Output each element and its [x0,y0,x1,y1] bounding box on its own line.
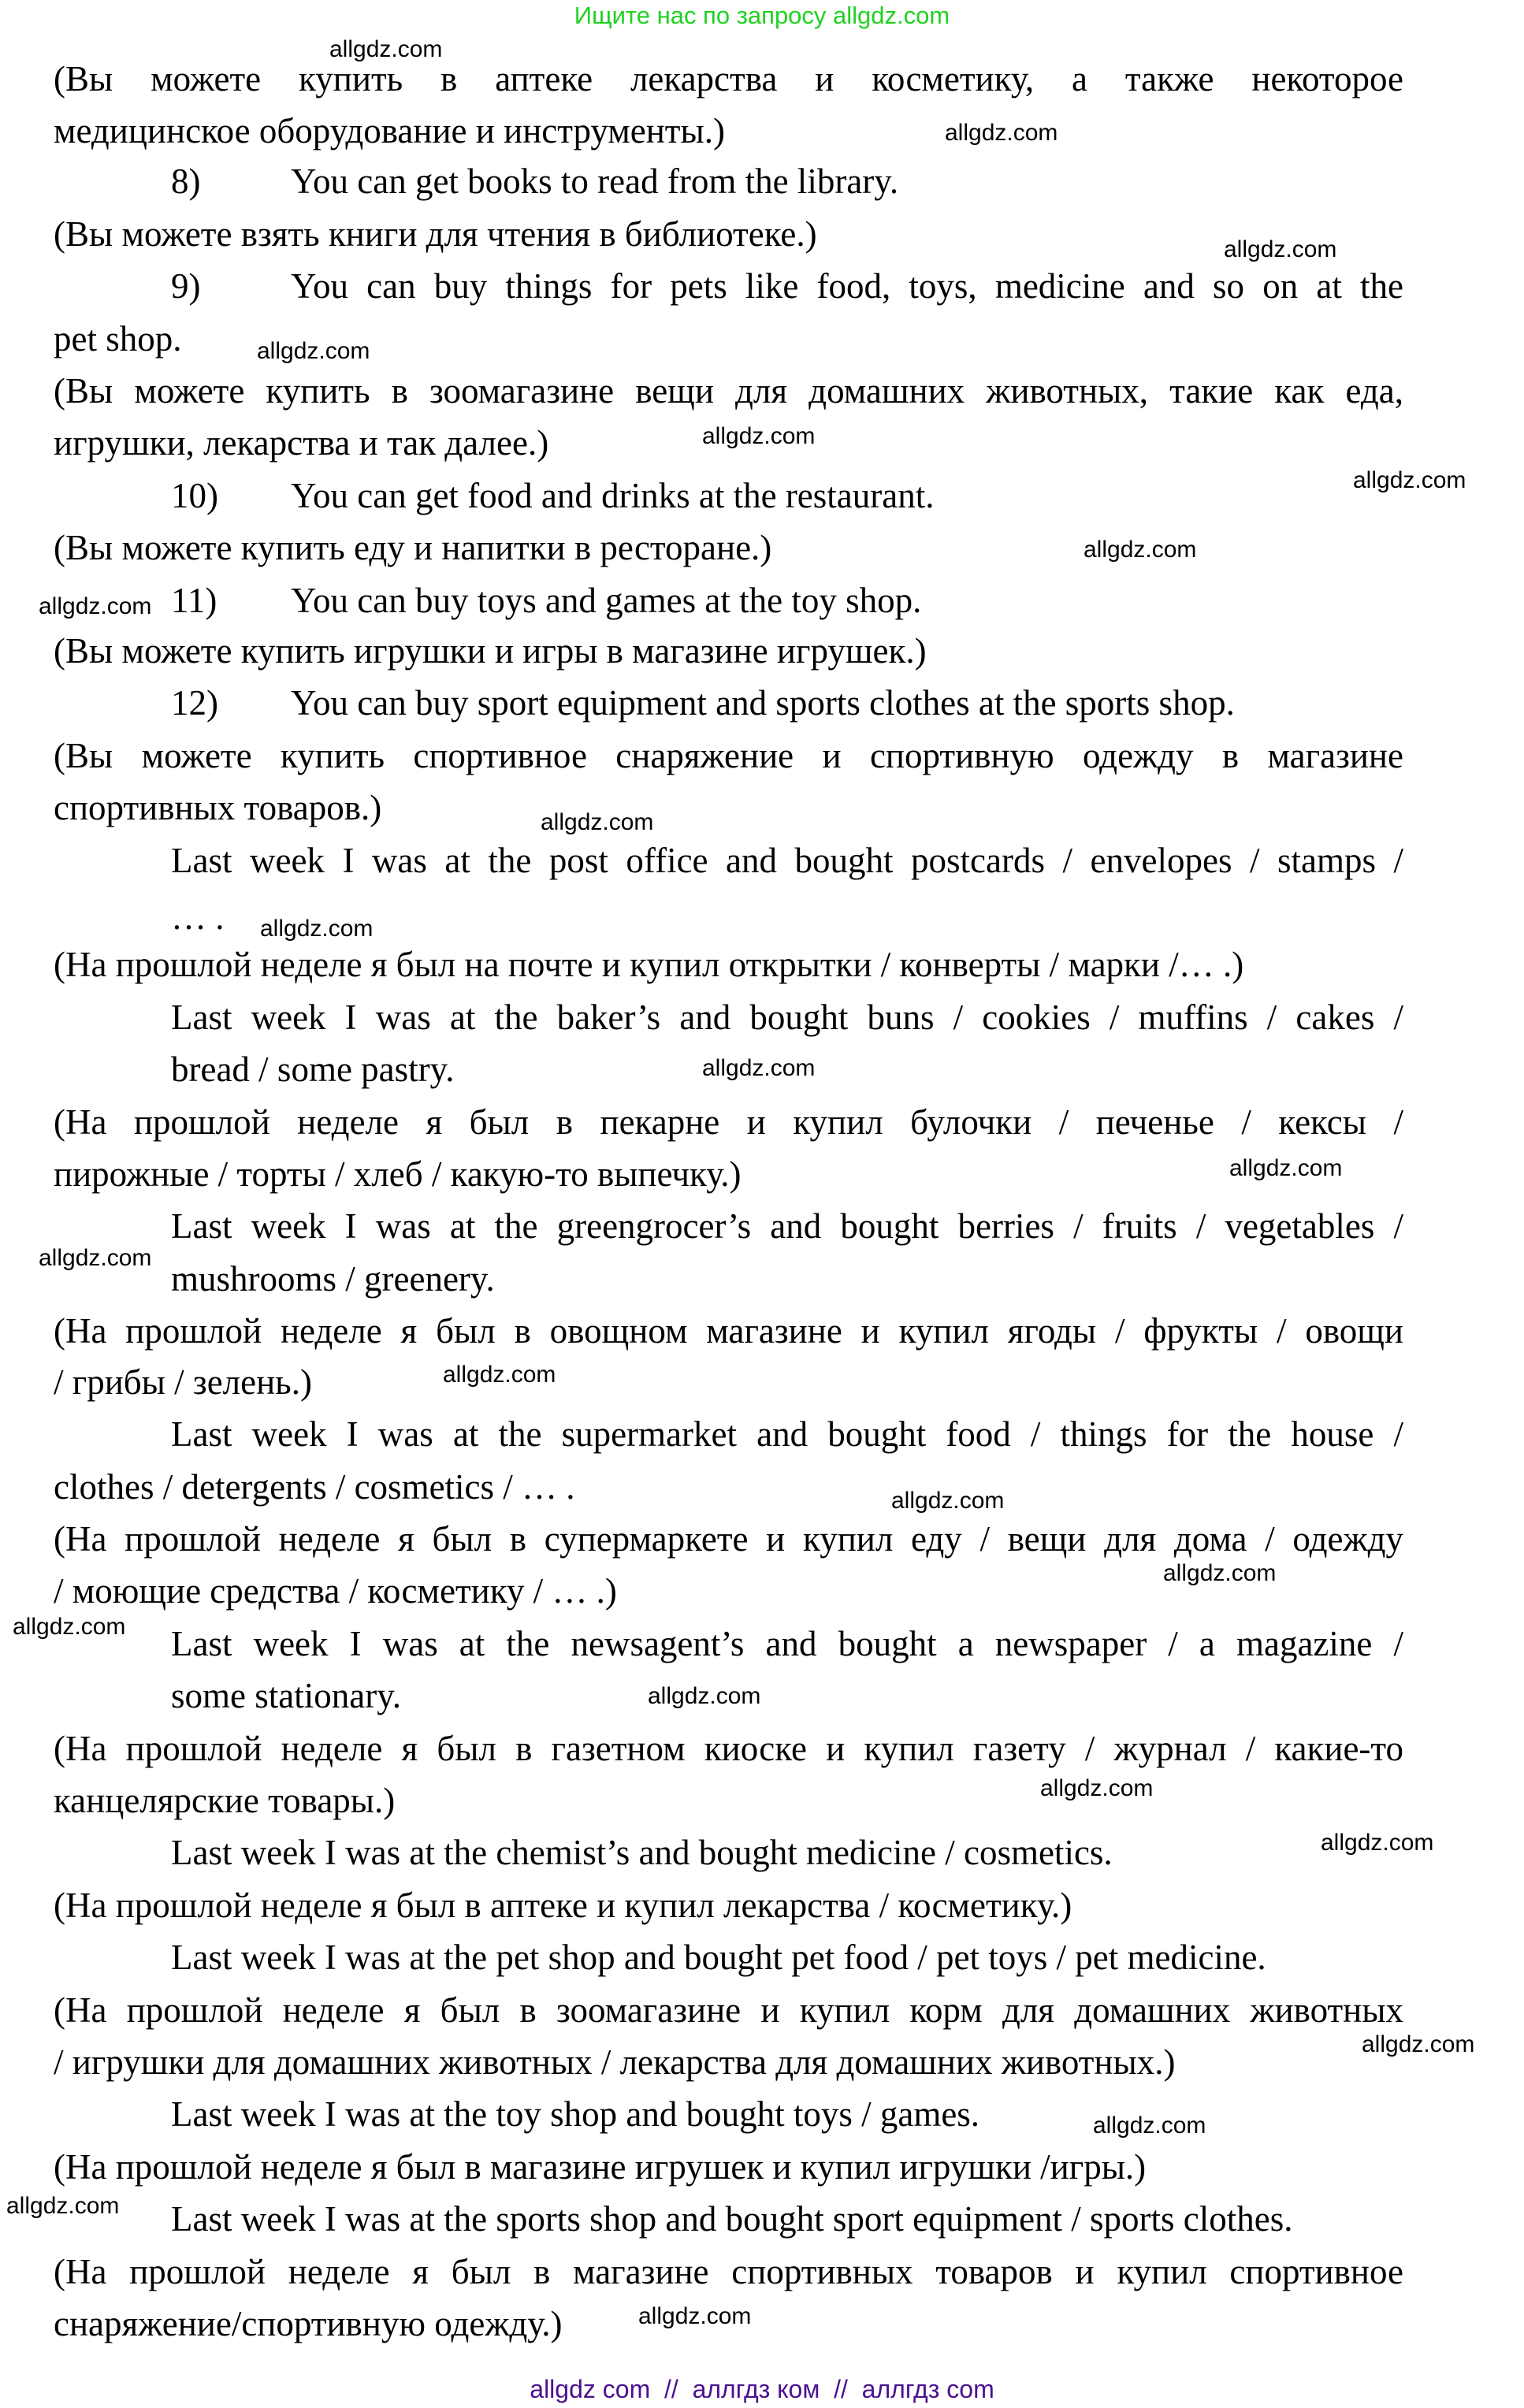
text-line: You can get food and drinks at the restaurant. [291,476,935,515]
text-line: Last week I was at the post office and bought postcards / envelopes / stamps / [171,841,1403,880]
text-line: mushrooms / greenery. [171,1259,495,1299]
text-line: clothes / detergents / cosmetics / … . [54,1467,575,1507]
text-line: игрушки, лекарства и так далее.) [54,423,549,463]
watermark: allgdz.com [257,338,370,364]
text-line: You can buy sport equipment and sports clothes at the sports shop. [291,683,1235,723]
text-line: (На прошлой неделе я был в пекарне и купил булочки / печенье / кексы / [54,1102,1403,1142]
text-line: (На прошлой неделе я был в супермаркете и купил еду / вещи для дома / одежду [54,1519,1403,1559]
site-banner: Ищите нас по запросу allgdz.com [574,2,950,29]
watermark: allgdz.com [1084,537,1197,563]
text-line: медицинское оборудование и инструменты.) [54,111,725,150]
text-line: (На прошлой неделе я был в магазине спортивных товаров и купил спортивное [54,2252,1403,2291]
watermark: allgdz.com [443,1362,556,1388]
watermark: allgdz.com [6,2193,120,2219]
text-line: Last week I was at the sports shop and bought sport equipment / sports clothes. [171,2199,1293,2239]
watermark: allgdz.com [1321,1830,1434,1856]
text-line: (На прошлой неделе я был в газетном киоске и купил газету / журнал / какие-то [54,1729,1403,1768]
text-line: (На прошлой неделе я был в магазине игрушек и купил игрушки /игры.) [54,2147,1147,2187]
watermark: allgdz.com [1229,1155,1343,1181]
text-line: снаряжение/спортивную одежду.) [54,2304,563,2343]
text-line: канцелярские товары.) [54,1781,396,1820]
watermark: allgdz.com [1040,1775,1154,1801]
text-line: pet shop. [54,319,182,359]
text-line: пирожные / торты / хлеб / какую-то выпечку.) [54,1154,742,1194]
text-line: Last week I was at the toy shop and bought toys / games. [171,2094,980,2134]
item-number: 11) [171,581,217,620]
watermark: allgdz.com [638,2303,752,2329]
text-line: bread / some pastry. [171,1050,455,1089]
text-line: Last week I was at the greengrocer’s and bought berries / fruits / vegetables / [171,1206,1403,1246]
text-line: You can get books to read from the library. [291,162,899,201]
watermark: allgdz.com [1362,2031,1475,2057]
text-line: some stationary. [171,1676,402,1715]
text-line: / грибы / зелень.) [54,1362,312,1402]
item-number: 10) [171,476,218,515]
watermark: allgdz.com [1224,236,1337,262]
item-number: 12) [171,683,218,723]
text-line: (Вы можете купить еду и напитки в ресторане.) [54,528,772,567]
text-line: / моющие средства / косметику / … .) [54,1571,617,1611]
text-line: You can buy things for pets like food, toys, medicine and so on at the [291,266,1403,306]
text-line: You can buy toys and games at the toy shop. [291,581,922,620]
watermark: allgdz.com [13,1614,126,1640]
watermark: allgdz.com [260,916,374,942]
text-line: (Вы можете купить в аптеке лекарства и косметику, а также некоторое [54,59,1403,98]
watermark: allgdz.com [945,120,1058,146]
watermark: allgdz.com [1093,2113,1206,2139]
text-line: (Вы можете купить спортивное снаряжение и спортивную одежду в магазине [54,736,1403,775]
text-line: Last week I was at the newsagent’s and bought a newspaper / a magazine / [171,1624,1403,1663]
watermark: allgdz.com [329,36,443,62]
text-line: … . [171,897,225,937]
text-line: Last week I was at the pet shop and bought pet food / pet toys / pet medicine. [171,1938,1266,1977]
text-line: Last week I was at the baker’s and bought buns / cookies / muffins / cakes / [171,998,1403,1037]
watermark: allgdz.com [39,593,152,619]
text-line: Last week I was at the supermarket and bought food / things for the house / [171,1414,1403,1454]
watermark: allgdz.com [702,423,816,449]
watermark: allgdz.com [1353,467,1466,493]
text-line: (На прошлой неделе я был в овощном магазине и купил ягоды / фрукты / овощи [54,1311,1403,1351]
watermark: allgdz.com [541,809,654,835]
text-line: (Вы можете купить в зоомагазине вещи для домашних животных, такие как еда, [54,371,1403,411]
watermark: allgdz.com [1163,1560,1277,1586]
text-line: (На прошлой неделе я был в аптеке и купил лекарства / косметику.) [54,1886,1072,1925]
item-number: 9) [171,266,201,306]
text-line: / игрушки для домашних животных / лекарства для домашних животных.) [54,2042,1176,2082]
text-line: спортивных товаров.) [54,788,382,827]
text-line: (На прошлой неделе я был на почте и купил открытки / конверты / марки /… .) [54,945,1244,984]
text-line: (Вы можете взять книги для чтения в библиотеке.) [54,214,817,254]
watermark: allgdz.com [648,1683,761,1709]
watermark: allgdz.com [702,1055,816,1081]
text-line: (На прошлой неделе я был в зоомагазине и купил корм для домашних животных [54,1990,1403,2030]
text-line: Last week I was at the chemist’s and bought medicine / cosmetics. [171,1833,1113,1872]
watermark: allgdz.com [39,1245,152,1271]
footer-banner: allgdz com // аллгдз ком // аллгдз com [530,2375,994,2403]
text-line: (Вы можете купить игрушки и игры в магазине игрушек.) [54,631,927,671]
watermark: allgdz.com [891,1488,1005,1514]
item-number: 8) [171,162,201,201]
